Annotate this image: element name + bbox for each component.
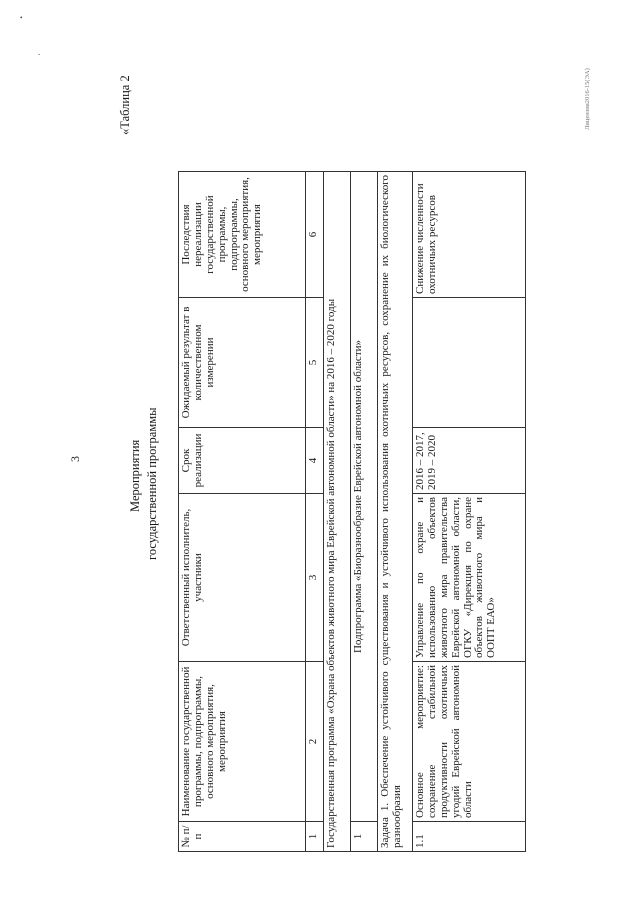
implementation-period: 2016 – 2017, 2019 – 2020 <box>413 428 526 494</box>
row-number: 1.1 <box>413 822 526 852</box>
column-number: 1 <box>306 822 324 852</box>
executor: Управление по охране и использованию объектов животного мира правительства Еврейской автономной области, ОГКУ «Дирекция по охране объектов животного мира и ООПТ ЕАО» <box>413 494 526 662</box>
subprogram-row <box>351 172 378 852</box>
footer-filename: Лицензия2016-15(ЭА) <box>584 68 591 130</box>
header-cell: Ожидаемый результат в количественном измерении <box>179 298 306 428</box>
page-number: 3 <box>68 456 82 462</box>
header-cell: Ответственный исполнитель, участники <box>179 494 306 662</box>
program-row <box>324 172 351 852</box>
column-number-row <box>306 172 324 852</box>
column-number: 5 <box>306 298 324 428</box>
subprogram-title: Подпрограмма «Биоразнообразие Еврейской автономной области» <box>351 172 378 822</box>
subprogram-number: 1 <box>351 822 378 852</box>
column-number: 6 <box>306 172 324 298</box>
column-number: 4 <box>306 428 324 494</box>
table-label: «Таблица 2 <box>118 75 132 135</box>
table-row <box>413 172 526 852</box>
document-subtitle: государственной программы <box>145 407 159 560</box>
scan-dot: - <box>38 50 41 58</box>
task-text: Задача 1. Обеспечение устойчивого существования и устойчивого использования охотничьих ресурсов, сохранение их биологического разнообразия <box>378 172 413 852</box>
expected-result <box>413 298 526 428</box>
scan-dot: • <box>20 14 23 22</box>
consequences: Снижение численности охотничьих ресурсов <box>413 172 526 298</box>
task-row <box>378 172 413 852</box>
header-cell: № п/п <box>179 822 306 852</box>
header-cell: Последствия нереализации государственной программы, подпрограммы, основного мероприятия, мероприятия <box>179 172 306 298</box>
header-cell: Срок реализации <box>179 428 306 494</box>
measure-name: Основное мероприятие: сохранение стабильной продуктивности охотничьих угодий Еврейской автономной области <box>413 662 526 822</box>
header-cell: Наименование государственной программы, подпрограммы, основного мероприятия, мероприятия <box>179 662 306 822</box>
table-header-row <box>179 172 306 852</box>
state-program-title: Государственная программа «Охрана объектов животного мира Еврейской автономной области» на 2016 – 2020 годы <box>324 172 351 852</box>
measures-table <box>178 171 526 852</box>
column-number: 2 <box>306 662 324 822</box>
document-title: Мероприятия <box>128 439 142 512</box>
column-number: 3 <box>306 494 324 662</box>
